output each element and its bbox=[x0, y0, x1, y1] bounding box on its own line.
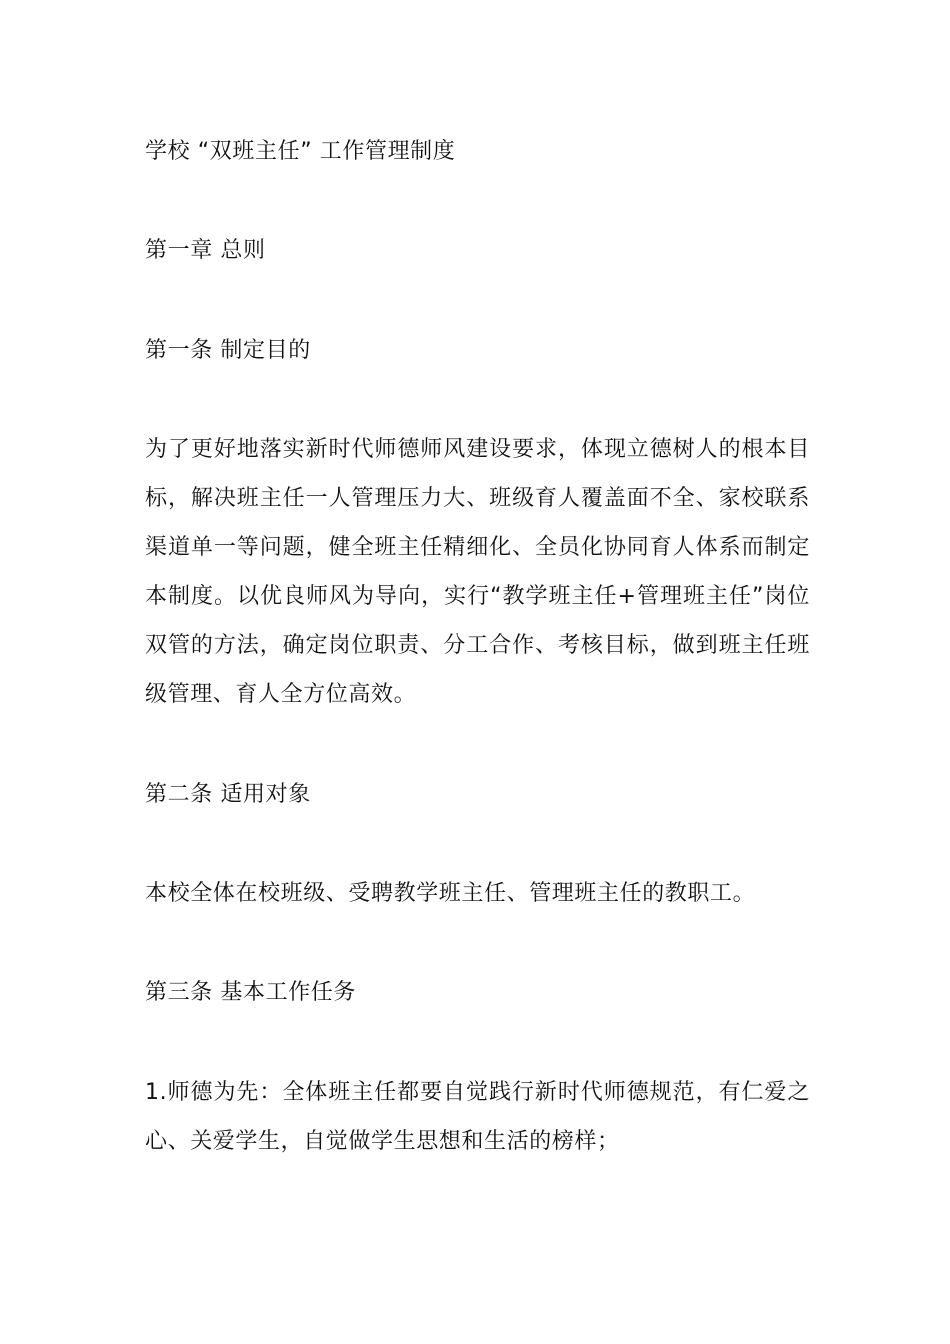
chapter-1-heading: 第一章 总则 bbox=[145, 238, 266, 263]
article-2-paragraph: 本校全体在校班级、受聘教学班主任、管理班主任的教职工。 bbox=[145, 881, 756, 906]
article-2-heading: 第二条 适用对象 bbox=[145, 782, 311, 807]
article-3-heading: 第三条 基本工作任务 bbox=[145, 980, 356, 1005]
article-1-heading: 第一条 制定目的 bbox=[145, 338, 311, 363]
article-1-paragraph: 为了更好地落实新时代师德师风建设要求，体现立德树人的根本目标，解决班主任一人管理压力大、班级育人覆盖面不全、家校联系渠道单一等问题，健全班主任精细化、全员化协同育人体系而制定本制度。以优良师风为导向，实行“教学班主任+管理班主任”岗位双管的方法，确定岗位职责、分工合作、考核目标，做到班主任班级管理、育人全方位高效。 bbox=[145, 437, 810, 707]
document-title: 学校 “双班主任” 工作管理制度 bbox=[145, 139, 456, 164]
article-3-item-1: 1.师德为先：全体班主任都要自觉践行新时代师德规范，有仁爱之心、关爱学生，自觉做学生思想和生活的榜样； bbox=[145, 1080, 810, 1154]
